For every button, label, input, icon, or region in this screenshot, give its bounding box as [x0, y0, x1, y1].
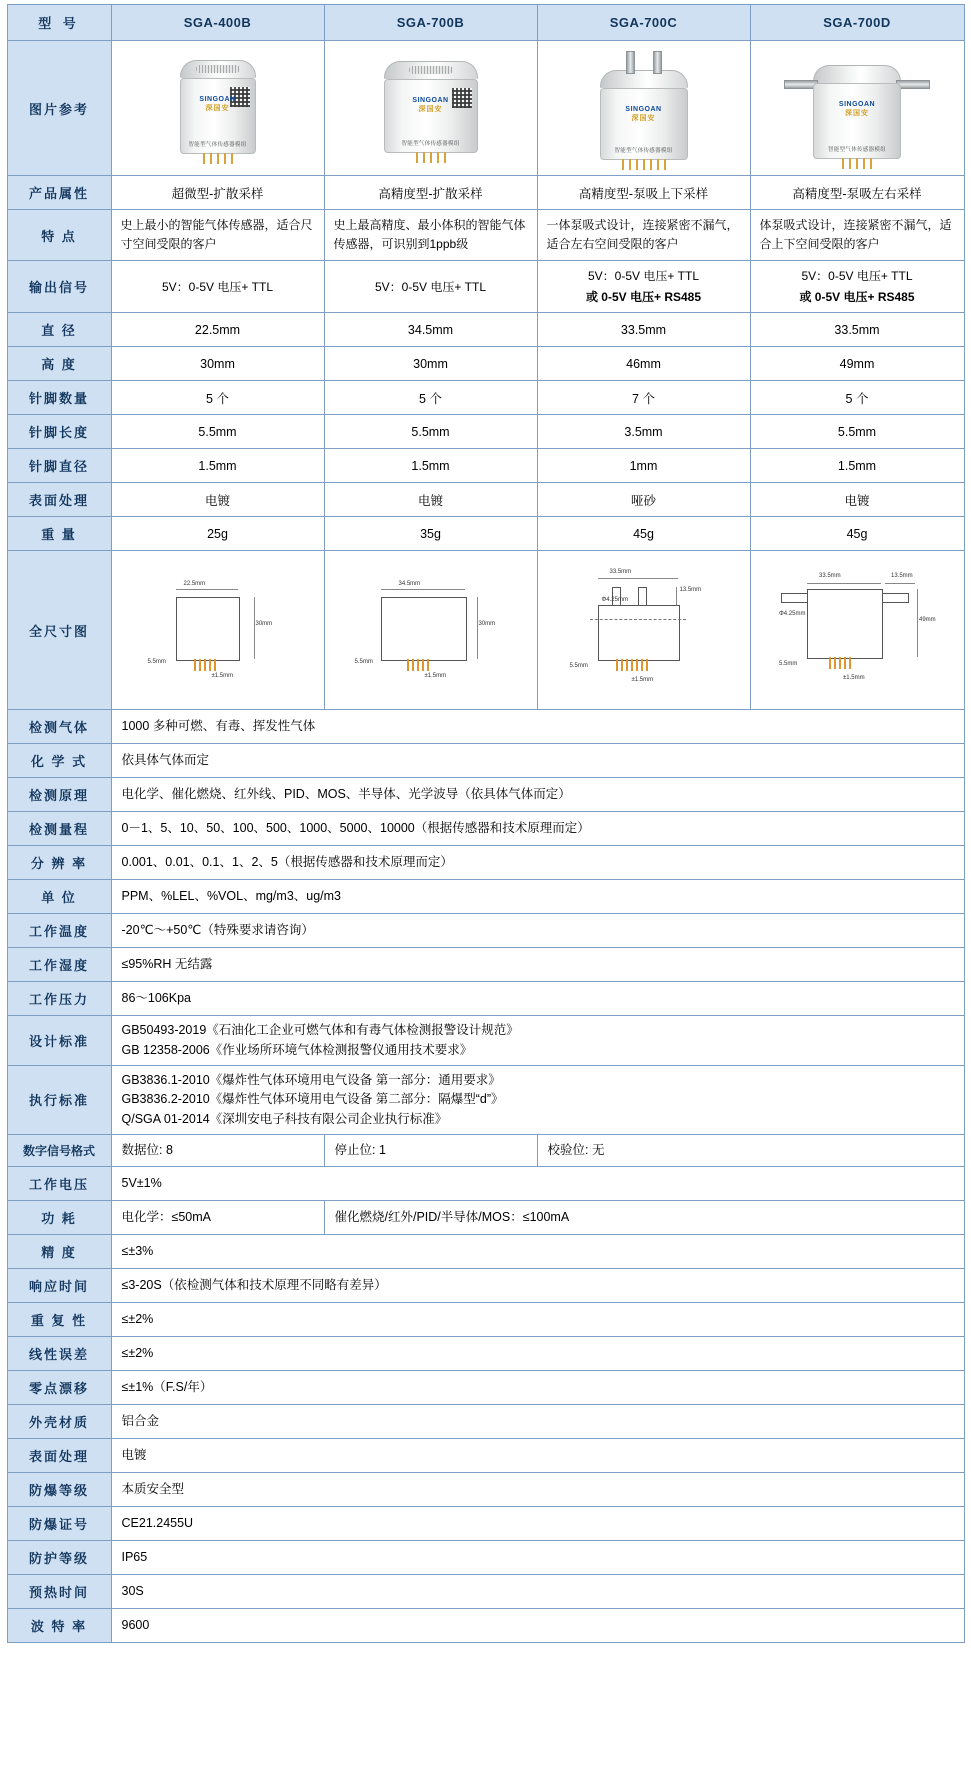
- dim-tube-right-700c: [638, 587, 647, 607]
- row-label-dimensions: 全尺寸图: [7, 551, 111, 710]
- row-exec-standard: [7, 1065, 964, 1134]
- qr-code-icon: [452, 88, 472, 108]
- dim-pin-dia-700c: ±1.5mm: [631, 677, 654, 684]
- row-label-digital-format: 数字信号格式: [7, 1135, 111, 1167]
- sensor-caption: 智能型气体传感器模组: [614, 147, 673, 154]
- weight-700d: 45g: [750, 517, 964, 551]
- output-line2: 或 0-5V 电压+ RS485: [585, 289, 702, 304]
- sensor-body: [180, 78, 256, 154]
- row-label-shell-material: 外壳材质: [7, 1405, 111, 1439]
- sensor-body: [813, 83, 901, 159]
- brand-en: SINGOAN: [412, 96, 449, 104]
- feature-400b: 史上最小的智能气体传感器，适合尺寸空间受限的客户: [111, 210, 324, 261]
- height-700b: 30mm: [324, 347, 537, 381]
- row-label-chemical-formula: 化 学 式: [7, 744, 111, 778]
- row-protection-grade: [7, 1541, 964, 1575]
- table-header-row: [7, 5, 964, 41]
- dimension-drawing-700d: [750, 551, 964, 710]
- dim-canvas-400b: [128, 567, 308, 693]
- pins-group: [842, 158, 872, 169]
- sensor-drawing-700b: [384, 61, 478, 153]
- row-label-work-voltage: 工作电压: [7, 1167, 111, 1201]
- dim-pin-len-700c: 5.5mm: [569, 663, 588, 670]
- detect-principle-value: 电化学、催化燃烧、红外线、PID、MOS、半导体、光学波导（依具体气体而定）: [111, 778, 964, 812]
- dim-tube-w-700d: 13.5mm: [891, 573, 913, 580]
- pin-count-400b: 5 个: [111, 381, 324, 415]
- diameter-400b: 22.5mm: [111, 313, 324, 347]
- row-surface-treatment: [7, 1439, 964, 1473]
- model-name-400b: SGA-400B: [111, 5, 324, 41]
- dim-pin-dia-700b: ±1.5mm: [424, 673, 447, 680]
- preheat-time-value: 30S: [111, 1575, 964, 1609]
- height-400b: 30mm: [111, 347, 324, 381]
- surface-700b: 电镀: [324, 483, 537, 517]
- row-power-consumption: [7, 1201, 964, 1235]
- row-linearity-error: [7, 1337, 964, 1371]
- row-label-pin-diameter: 针脚直径: [7, 449, 111, 483]
- unit-value: PPM、%LEL、%VOL、mg/m3、ug/m3: [111, 880, 964, 914]
- row-label-detect-gas: 检测气体: [7, 710, 111, 744]
- work-temp-value: -20℃～+50℃（特殊要求请咨询）: [111, 914, 964, 948]
- work-voltage-value: 5V±1%: [111, 1167, 964, 1201]
- row-label-surface-treatment: 表面处理: [7, 1439, 111, 1473]
- row-label-pin-count: 针脚数量: [7, 381, 111, 415]
- mesh-icon: [409, 66, 453, 74]
- dim-tube-right-700d: [881, 593, 909, 603]
- sensor-caption: 智能型气体传感器模组: [188, 141, 247, 148]
- row-pin-length: [7, 415, 964, 449]
- header-label: 型 号: [7, 5, 111, 41]
- sensor-cap: [180, 60, 256, 78]
- design-standard-line-2: GB 12358-2006《作业场所环境气体检测报警仪通用技术要求》: [121, 1042, 473, 1057]
- row-work-temp: [7, 914, 964, 948]
- dim-pins-400b: [194, 659, 216, 671]
- exec-standard-line-2: GB3836.2-2010《爆炸性气体环境用电气设备 第二部分：隔爆型“d”》: [121, 1092, 504, 1107]
- sensor-drawing-700d: [813, 65, 901, 159]
- diameter-700b: 34.5mm: [324, 313, 537, 347]
- pins-group: [416, 152, 446, 163]
- row-chemical-formula: [7, 744, 964, 778]
- work-humidity-value: ≤95%RH 无结露: [111, 948, 964, 982]
- sensor-cap: [813, 65, 901, 83]
- dim-width-700c: 33.5mm: [609, 569, 632, 576]
- row-detect-principle: [7, 778, 964, 812]
- output-700d: [750, 261, 964, 313]
- weight-700c: 45g: [537, 517, 750, 551]
- output-700c: [537, 261, 750, 313]
- row-baud-rate: [7, 1609, 964, 1643]
- explosion-cert-value: CE21.2455U: [111, 1507, 964, 1541]
- protection-grade-value: IP65: [111, 1541, 964, 1575]
- pin-count-700b: 5 个: [324, 381, 537, 415]
- digital-databits: 数据位: 8: [111, 1135, 324, 1167]
- feature-700c: 一体泵吸式设计，连接紧密不漏气，适合左右空间受限的客户: [537, 210, 750, 261]
- brand-mark: [412, 97, 448, 114]
- row-explosion-cert: [7, 1507, 964, 1541]
- row-work-humidity: [7, 948, 964, 982]
- power-electrochemical: 电化学：≤50mA: [111, 1201, 324, 1235]
- model-name-700c: SGA-700C: [537, 5, 750, 41]
- row-features: [7, 210, 964, 261]
- row-zero-drift: [7, 1371, 964, 1405]
- dim-width-400b: 22.5mm: [183, 581, 206, 588]
- row-label-features: 特 点: [7, 210, 111, 261]
- dim-height-700b: 30mm: [478, 621, 496, 628]
- row-label-height: 高 度: [7, 347, 111, 381]
- row-pin-count: [7, 381, 964, 415]
- brand-cn: 深国安: [844, 109, 869, 117]
- sensor-caption: 智能型气体传感器模组: [827, 146, 887, 153]
- digital-stopbits: 停止位: 1: [324, 1135, 537, 1167]
- repeatability-value: ≤±2%: [111, 1303, 964, 1337]
- row-explosion-grade: [7, 1473, 964, 1507]
- height-700c: 46mm: [537, 347, 750, 381]
- row-repeatability: [7, 1303, 964, 1337]
- row-label-diameter: 直 径: [7, 313, 111, 347]
- dim-pin-dia-400b: ±1.5mm: [211, 673, 234, 680]
- chemical-formula-value: 依具体气体而定: [111, 744, 964, 778]
- dim-body-400b: [176, 597, 240, 661]
- dim-height-400b: 30mm: [255, 621, 273, 628]
- dim-pins-700c: [616, 659, 648, 671]
- surface-700c: 哑砂: [537, 483, 750, 517]
- row-label-protection-grade: 防护等级: [7, 1541, 111, 1575]
- row-label-zero-drift: 零点漂移: [7, 1371, 111, 1405]
- zero-drift-value: ≤±1%（F.S/年）: [111, 1371, 964, 1405]
- row-label-baud-rate: 波 特 率: [7, 1609, 111, 1643]
- pin-length-700c: 3.5mm: [537, 415, 750, 449]
- brand-mark: [199, 96, 235, 113]
- row-output-signal: [7, 261, 964, 313]
- dim-tube-dia-700c: Φ4.25mm: [601, 597, 628, 604]
- row-label-repeatability: 重 复 性: [7, 1303, 111, 1337]
- row-preheat-time: [7, 1575, 964, 1609]
- surface-400b: 电镀: [111, 483, 324, 517]
- surface-700d: 电镀: [750, 483, 964, 517]
- row-response-time: [7, 1269, 964, 1303]
- feature-700b: 史上最高精度、最小体积的智能气体传感器，可识别到1ppb级: [324, 210, 537, 261]
- pin-count-700c: 7 个: [537, 381, 750, 415]
- output-line2: 或 0-5V 电压+ RS485: [799, 289, 915, 304]
- attribute-700c: 高精度型-泵吸上下采样: [537, 176, 750, 210]
- digital-parity: 校验位: 无: [537, 1135, 964, 1167]
- pin-diameter-400b: 1.5mm: [111, 449, 324, 483]
- dim-pin-len-400b: 5.5mm: [147, 659, 166, 666]
- dim-tube-h-700c: 13.5mm: [679, 587, 702, 594]
- row-weight: [7, 517, 964, 551]
- row-label-detect-range: 检测量程: [7, 812, 111, 846]
- sensor-caption: 智能型气体传感器模组: [401, 140, 460, 147]
- row-label-accuracy: 精 度: [7, 1235, 111, 1269]
- product-image-700c: [537, 41, 750, 176]
- row-label-weight: 重 量: [7, 517, 111, 551]
- row-label-output: 输出信号: [7, 261, 111, 313]
- row-dimension-drawings: [7, 551, 964, 710]
- brand-en: SINGOAN: [625, 105, 662, 113]
- row-accuracy: [7, 1235, 964, 1269]
- row-work-pressure: [7, 982, 964, 1016]
- row-label-detect-principle: 检测原理: [7, 778, 111, 812]
- row-work-voltage: [7, 1167, 964, 1201]
- row-label-design-standard: 设计标准: [7, 1016, 111, 1066]
- product-image-700b: [324, 41, 537, 176]
- response-time-value: ≤3-20S（依检测气体和技术原理不同略有差异）: [111, 1269, 964, 1303]
- sensor-body: [384, 79, 478, 153]
- pin-length-400b: 5.5mm: [111, 415, 324, 449]
- dim-pin-len-700d: 5.5mm: [779, 661, 798, 668]
- specification-table: [7, 4, 965, 1643]
- dim-width-700d: 33.5mm: [819, 573, 841, 580]
- brand-mark: [625, 106, 661, 123]
- brand-cn: 深国安: [631, 114, 656, 122]
- attribute-400b: 超微型-扩散采样: [111, 176, 324, 210]
- dim-canvas-700d: [767, 567, 947, 693]
- dim-height-700d: 49mm: [919, 617, 936, 624]
- pin-diameter-700d: 1.5mm: [750, 449, 964, 483]
- output-line1: 5V：0-5V 电压+ TTL: [374, 279, 487, 294]
- sensor-cap: [384, 61, 478, 79]
- row-design-standard: [7, 1016, 964, 1066]
- dim-body-700b: [381, 597, 467, 661]
- spec-sheet: [0, 4, 971, 1649]
- brand-cn: 深国安: [418, 105, 443, 113]
- dim-pin-dia-700d: ±1.5mm: [843, 675, 865, 682]
- row-height: [7, 347, 964, 381]
- row-label-work-temp: 工作温度: [7, 914, 111, 948]
- row-product-image: [7, 41, 964, 176]
- row-label-response-time: 响应时间: [7, 1269, 111, 1303]
- attribute-700b: 高精度型-扩散采样: [324, 176, 537, 210]
- row-label-explosion-grade: 防爆等级: [7, 1473, 111, 1507]
- dim-pin-len-700b: 5.5mm: [354, 659, 373, 666]
- design-standard-line-1: GB50493-2019《石油化工企业可燃气体和有毒气体检测报警设计规范》: [121, 1023, 519, 1038]
- mesh-icon: [196, 65, 240, 73]
- design-standard-value: [111, 1016, 964, 1066]
- dimension-drawing-700b: [324, 551, 537, 710]
- resolution-value: 0.001、0.01、0.1、1、2、5（根据传感器和技术原理而定）: [111, 846, 964, 880]
- accuracy-value: ≤±3%: [111, 1235, 964, 1269]
- dimension-drawing-400b: [111, 551, 324, 710]
- pin-length-700b: 5.5mm: [324, 415, 537, 449]
- brand-mark: [839, 101, 875, 118]
- diameter-700d: 33.5mm: [750, 313, 964, 347]
- row-label-image: 图片参考: [7, 41, 111, 176]
- sensor-cap: [600, 70, 688, 88]
- linearity-error-value: ≤±2%: [111, 1337, 964, 1371]
- pin-diameter-700c: 1mm: [537, 449, 750, 483]
- output-line1: 5V：0-5V 电压+ TTL: [161, 279, 274, 294]
- brand-cn: 深国安: [205, 104, 230, 112]
- height-700d: 49mm: [750, 347, 964, 381]
- brand-en: SINGOAN: [199, 95, 236, 103]
- detect-gas-value: 1000 多种可燃、有毒、挥发性气体: [111, 710, 964, 744]
- dim-body-700c: [598, 605, 680, 661]
- exec-standard-line-3: Q/SGA 01-2014《深圳安电子科技有限公司企业执行标准》: [121, 1111, 448, 1126]
- exec-standard-value: [111, 1065, 964, 1134]
- row-label-attribute: 产品属性: [7, 176, 111, 210]
- row-unit: [7, 880, 964, 914]
- row-shell-material: [7, 1405, 964, 1439]
- row-label-power: 功 耗: [7, 1201, 111, 1235]
- baud-rate-value: 9600: [111, 1609, 964, 1643]
- row-label-preheat-time: 预热时间: [7, 1575, 111, 1609]
- dim-canvas-700b: [341, 567, 521, 693]
- row-label-resolution: 分 辨 率: [7, 846, 111, 880]
- shell-material-value: 铝合金: [111, 1405, 964, 1439]
- row-label-work-humidity: 工作湿度: [7, 948, 111, 982]
- sensor-drawing-700c: [600, 70, 688, 160]
- sensor-body: [600, 88, 688, 160]
- dim-tube-dia-700d: Φ4.25mm: [779, 611, 806, 618]
- row-surface-treatment-top: [7, 483, 964, 517]
- row-detect-gas: [7, 710, 964, 744]
- row-label-unit: 单 位: [7, 880, 111, 914]
- weight-400b: 25g: [111, 517, 324, 551]
- row-detect-range: [7, 812, 964, 846]
- row-label-surface-top: 表面处理: [7, 483, 111, 517]
- dim-body-700d: [807, 589, 883, 659]
- row-resolution: [7, 846, 964, 880]
- pin-count-700d: 5 个: [750, 381, 964, 415]
- model-name-700b: SGA-700B: [324, 5, 537, 41]
- dim-width-700b: 34.5mm: [398, 581, 421, 588]
- attribute-700d: 高精度型-泵吸左右采样: [750, 176, 964, 210]
- output-line1: 5V：0-5V 电压+ TTL: [801, 269, 913, 284]
- row-diameter: [7, 313, 964, 347]
- detect-range-value: 0－1、5、10、50、100、500、1000、5000、10000（根据传感器和技术原理而定）: [111, 812, 964, 846]
- dim-tube-left-700d: [781, 593, 809, 603]
- dimension-drawing-700c: [537, 551, 750, 710]
- row-product-attribute: [7, 176, 964, 210]
- output-700b: [324, 261, 537, 313]
- row-label-exec-standard: 执行标准: [7, 1065, 111, 1134]
- product-image-400b: [111, 41, 324, 176]
- explosion-grade-value: 本质安全型: [111, 1473, 964, 1507]
- feature-700d: 体泵吸式设计，连接紧密不漏气，适合上下空间受限的客户: [750, 210, 964, 261]
- product-image-700d: [750, 41, 964, 176]
- model-name-700d: SGA-700D: [750, 5, 964, 41]
- pins-group: [203, 153, 233, 164]
- row-label-explosion-cert: 防爆证号: [7, 1507, 111, 1541]
- row-label-work-pressure: 工作压力: [7, 982, 111, 1016]
- row-label-linearity-error: 线性误差: [7, 1337, 111, 1371]
- sensor-drawing-400b: [180, 60, 256, 154]
- dim-pins-700b: [407, 659, 429, 671]
- dim-pins-700d: [829, 657, 851, 669]
- brand-en: SINGOAN: [838, 100, 876, 108]
- output-400b: [111, 261, 324, 313]
- pin-diameter-700b: 1.5mm: [324, 449, 537, 483]
- weight-700b: 35g: [324, 517, 537, 551]
- dim-canvas-700c: [554, 567, 734, 693]
- power-other: 催化燃烧/红外/PID/半导体/MOS：≤100mA: [324, 1201, 964, 1235]
- pump-tubes-vertical: [626, 51, 662, 74]
- surface-treatment-value: 电镀: [111, 1439, 964, 1473]
- pin-length-700d: 5.5mm: [750, 415, 964, 449]
- exec-standard-line-1: GB3836.1-2010《爆炸性气体环境用电气设备 第一部分：通用要求》: [121, 1072, 501, 1087]
- row-digital-format: [7, 1135, 964, 1167]
- row-pin-diameter: [7, 449, 964, 483]
- row-label-pin-length: 针脚长度: [7, 415, 111, 449]
- pins-group: [622, 159, 666, 170]
- diameter-700c: 33.5mm: [537, 313, 750, 347]
- output-line1: 5V：0-5V 电压+ TTL: [587, 269, 700, 284]
- work-pressure-value: 86～106Kpa: [111, 982, 964, 1016]
